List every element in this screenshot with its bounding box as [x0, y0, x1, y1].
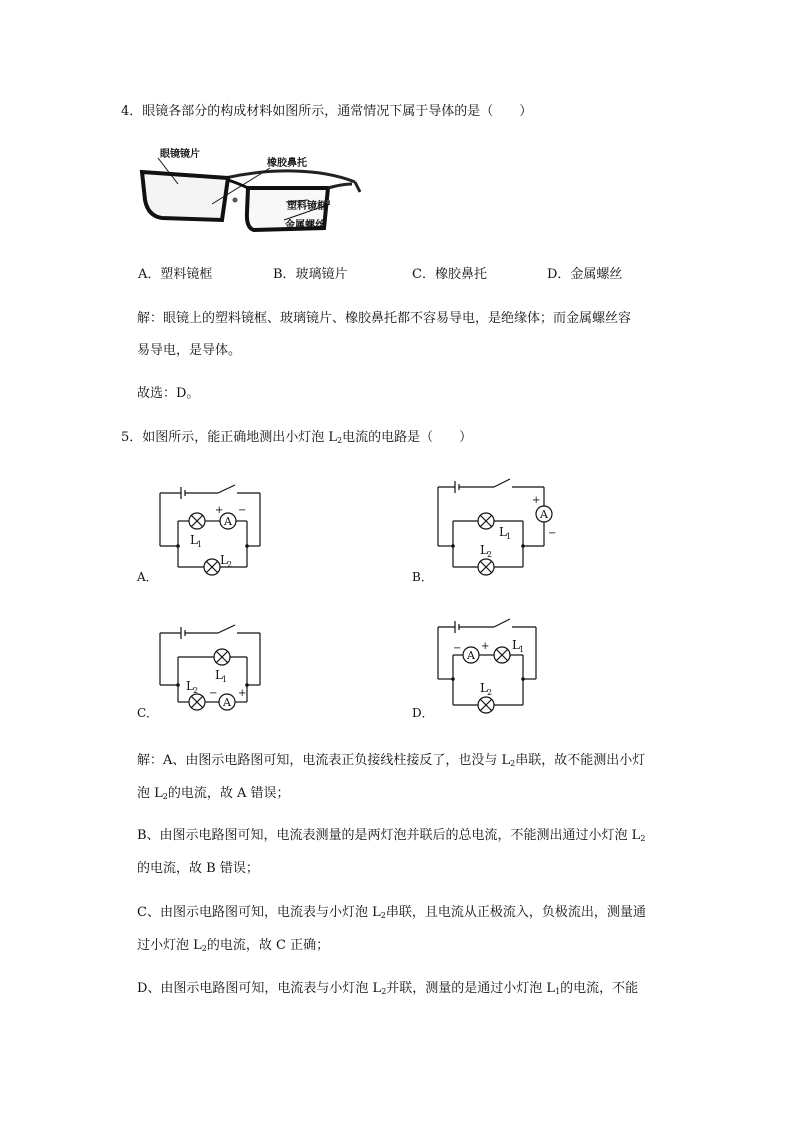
circuit-a	[130, 475, 280, 585]
svg-text:L: L	[499, 525, 507, 539]
q4-stem: 4．眼镜各部分的构成材料如图所示，通常情况下属于导体的是（ ）	[121, 104, 533, 119]
svg-text:A: A	[223, 696, 231, 709]
svg-text:L: L	[480, 681, 488, 695]
circuit-d	[408, 615, 558, 725]
svg-text:A: A	[224, 515, 232, 528]
svg-text:2: 2	[487, 550, 493, 559]
svg-text:+: +	[238, 688, 247, 699]
svg-text:L: L	[220, 553, 228, 567]
svg-text:L: L	[186, 679, 194, 693]
glasses-figure	[130, 140, 370, 240]
q5-exp-c-line1: C、由图示电路图可知，电流表与小灯泡 $L_2$串联，且电流从正极流入，负极流出，测量通	[137, 905, 646, 920]
svg-text:L: L	[480, 543, 488, 557]
circuit-b-label: B．	[412, 570, 433, 584]
svg-text:L: L	[215, 668, 223, 682]
label-screw: 金属螺丝	[285, 220, 325, 231]
q4-option-c: C．橡胶鼻托	[412, 267, 487, 282]
svg-text:−: −	[209, 688, 218, 699]
circuit-c-label: C．	[137, 706, 159, 720]
q4-option-a: A．塑料镜框	[138, 267, 213, 282]
svg-text:L: L	[190, 533, 198, 547]
svg-text:+: +	[532, 495, 541, 506]
svg-text:1: 1	[506, 532, 512, 541]
q5-exp-b-line1: B、由图示电路图可知，电流表测量的是两灯泡并联后的总电流，不能测出通过小灯泡 $L_2$	[137, 828, 646, 843]
q4-answer: 故选：D。	[137, 386, 200, 401]
svg-text:2: 2	[487, 688, 493, 697]
q5-exp-b-line2: 的电流，故 B 错误；	[137, 861, 259, 876]
circuit-a-label: A．	[137, 570, 158, 584]
q4-solution-line2: 易导电，是导体。	[137, 343, 242, 358]
svg-text:1: 1	[222, 675, 228, 684]
label-lens: 眼镜镜片	[160, 149, 200, 160]
svg-text:−: −	[453, 643, 462, 654]
svg-text:L: L	[512, 638, 520, 652]
q5-exp-a-line2: 泡 $L_2$的电流，故 A 错误；	[137, 786, 290, 801]
label-nose-pad: 橡胶鼻托	[267, 158, 307, 169]
q5-exp-c-line2: 过小灯泡 $L_2$的电流，故 C 正确；	[137, 938, 330, 953]
svg-text:A: A	[467, 649, 475, 662]
svg-text:−: −	[548, 528, 557, 539]
q4-option-d: D．金属螺丝	[547, 267, 623, 282]
circuit-d-label: D．	[412, 706, 434, 720]
svg-text:2: 2	[193, 686, 199, 695]
svg-text:+: +	[481, 641, 490, 652]
svg-text:−: −	[238, 505, 247, 516]
svg-text:1: 1	[197, 540, 203, 549]
circuit-c	[130, 615, 280, 725]
q5-stem: 5．如图所示，能正确地测出小灯泡 $L_2$电流的电路是（ ）	[121, 430, 473, 445]
svg-text:+: +	[215, 505, 224, 516]
q5-exp-a-line1: 解：A、由图示电路图可知，电流表正负接线柱接反了，也没与 $L_2$串联，故不能测出小灯	[137, 753, 646, 768]
svg-text:1: 1	[519, 645, 525, 654]
svg-text:2: 2	[227, 560, 233, 569]
label-frame: 塑料镜框	[287, 201, 327, 212]
svg-text:A: A	[540, 508, 548, 521]
circuit-b	[408, 475, 568, 585]
q5-exp-d-line1: D、由图示电路图可知，电流表与小灯泡 $L_2$并联，测量的是通过小灯泡 $L_1$的电流，不能	[137, 981, 639, 996]
q4-solution-line1: 解：眼镜上的塑料镜框、玻璃镜片、橡胶鼻托都不容易导电，是绝缘体；而金属螺丝容	[137, 311, 632, 326]
q4-option-b: B．玻璃镜片	[273, 267, 348, 282]
